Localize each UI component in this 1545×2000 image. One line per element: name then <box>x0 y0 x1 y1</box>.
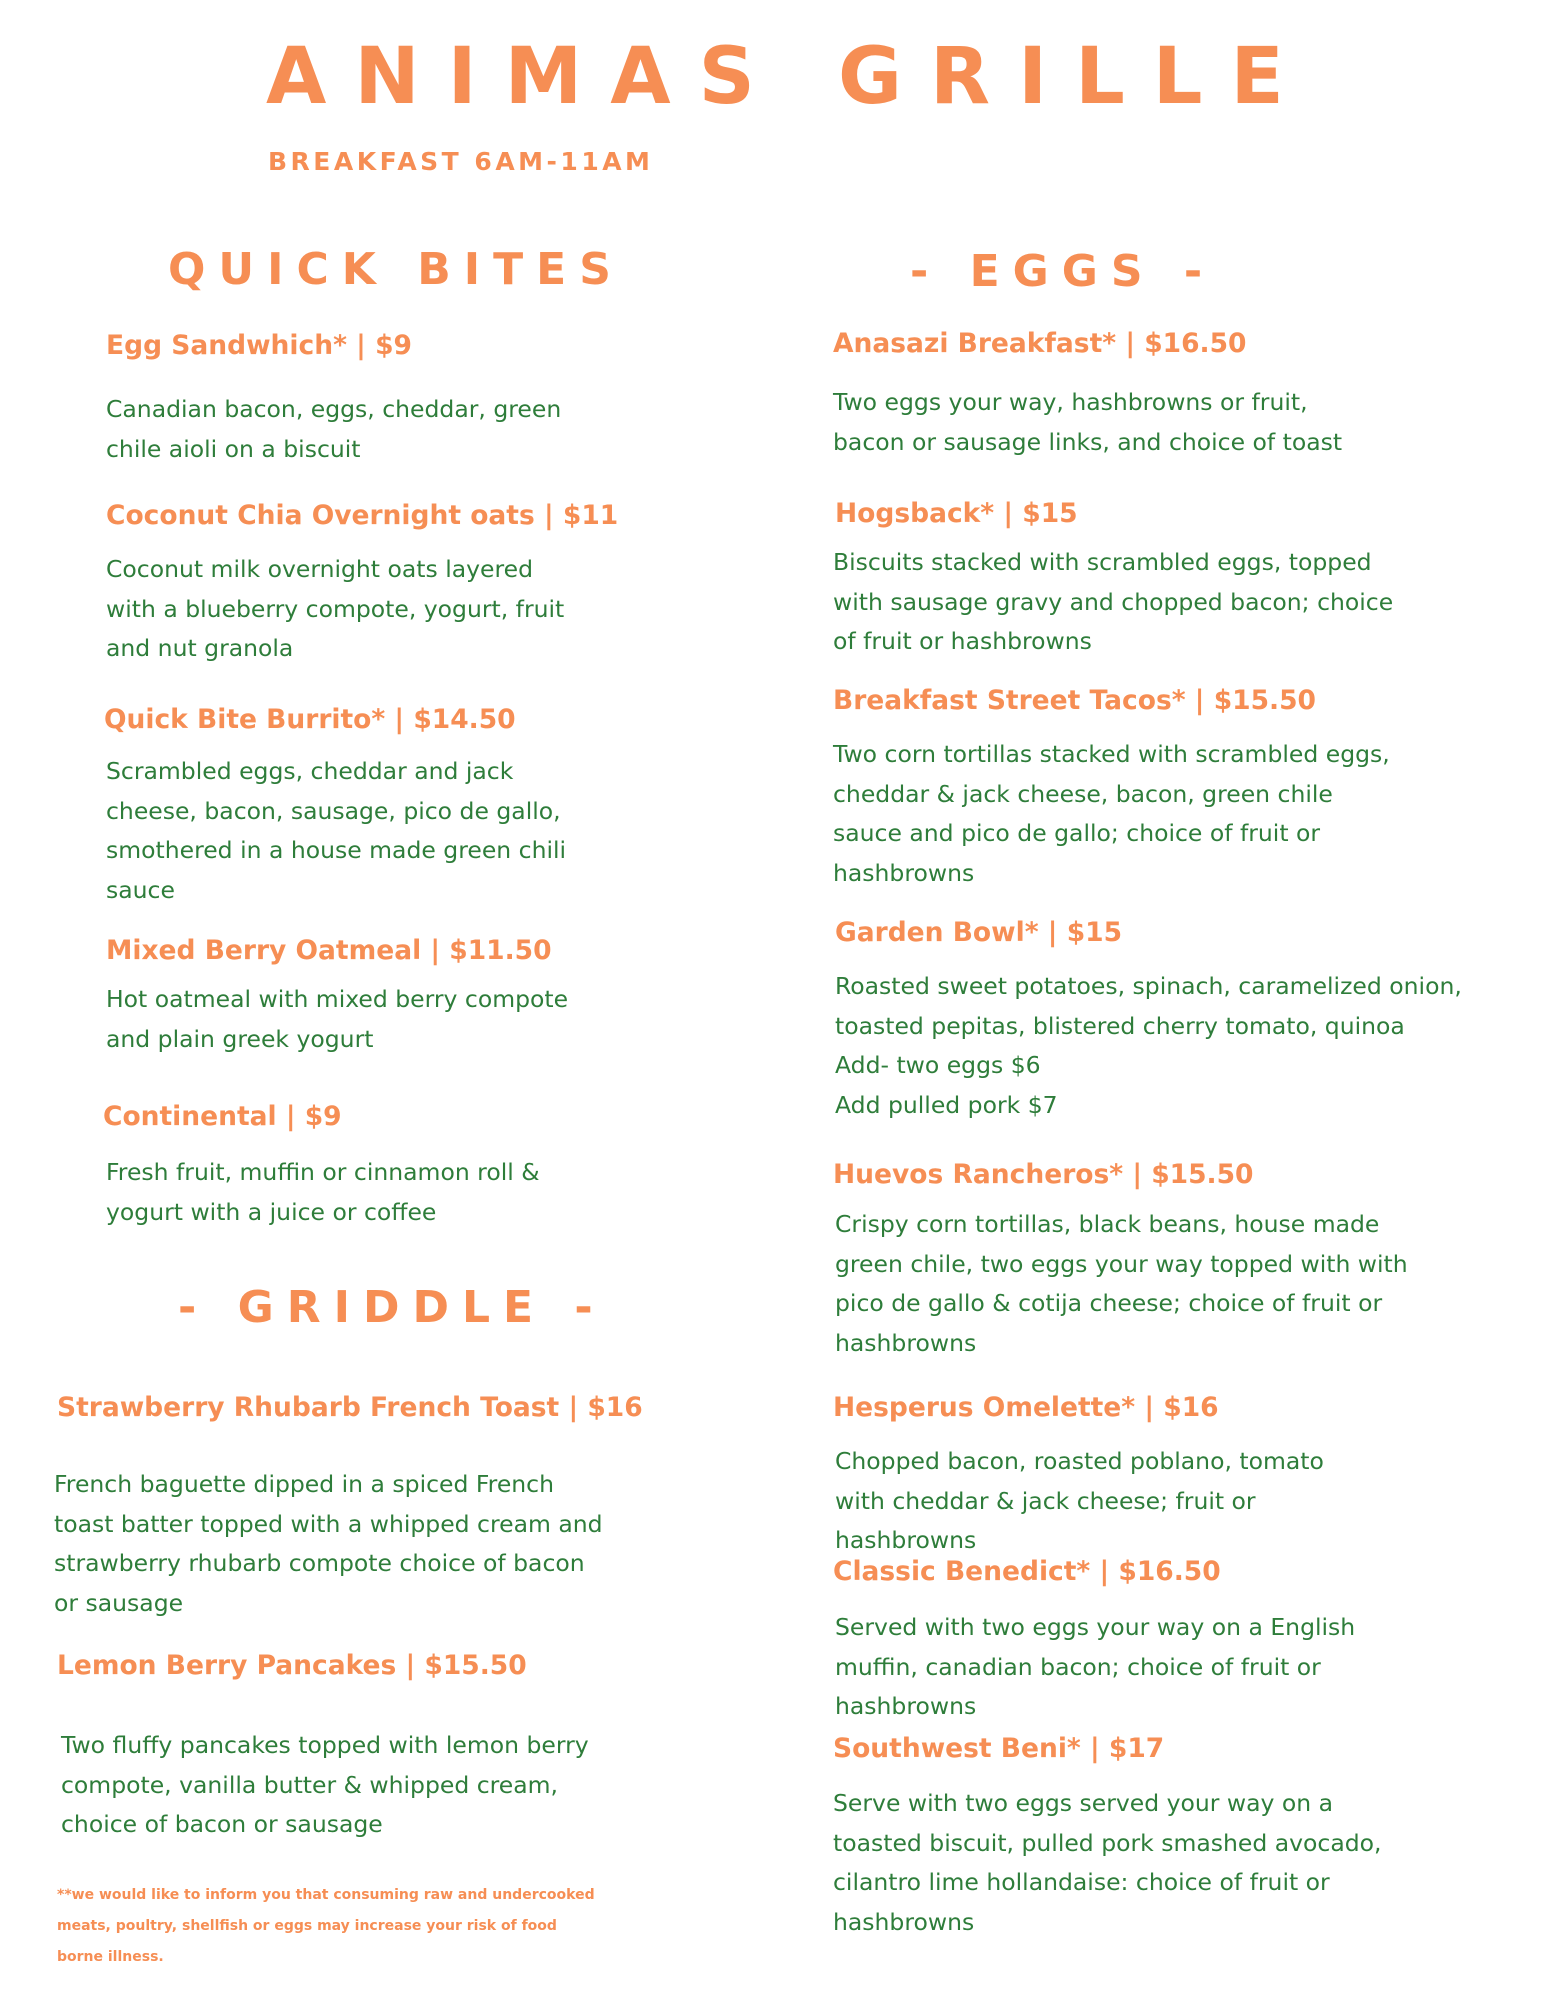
menu-item-description: Roasted sweet potatoes, spinach, caramelized onion, toasted pepitas, blistered cherry tomato, quinoa Add- two eggs $6 Add pulled pork $7 <box>835 972 1462 1119</box>
menu-item-description: Canadian bacon, eggs, cheddar, green chile aioli on a biscuit <box>106 395 562 463</box>
menu-item-name: Anasazi Breakfast* | $16.50 <box>833 328 1247 359</box>
menu-item-name: Classic Benedict* | $16.50 <box>833 1556 1221 1587</box>
menu-item-name: Strawberry Rhubarb French Toast | $16 <box>57 1392 643 1423</box>
menu-item-name: Garden Bowl* | $15 <box>835 917 1123 948</box>
menu-item-description: Biscuits stacked with scrambled eggs, topped with sausage gravy and chopped bacon; choice of fruit or hashbrowns <box>833 548 1394 655</box>
menu-item-description: Crispy corn tortillas, black beans, house made green chile, two eggs your way topped with with pico de gallo & cotija cheese; choice of fruit or hashbrowns <box>835 1210 1408 1357</box>
section-eggs-heading: - EGGS - <box>910 246 1216 297</box>
menu-item-name: Breakfast Street Tacos* | $15.50 <box>833 685 1316 716</box>
menu-item-name: Egg Sandwhich* | $9 <box>106 330 412 361</box>
menu-item-description: Two corn tortillas stacked with scrambled eggs, cheddar & jack cheese, bacon, green chile sauce and pico de gallo; choice of fruit or hashbrowns <box>833 740 1390 887</box>
menu-item-description: Chopped bacon, roasted poblano, tomato with cheddar & jack cheese; fruit or hashbrowns <box>835 1447 1324 1554</box>
restaurant-title: ANIMAS GRILLE <box>266 32 1312 122</box>
menu-item-name: Lemon Berry Pancakes | $15.50 <box>57 1650 527 1681</box>
menu-item-description: Scrambled eggs, cheddar and jack cheese, bacon, sausage, pico de gallo, smothered in a house made green chili sauce <box>106 757 567 904</box>
menu-item-name: Southwest Beni* | $17 <box>833 1733 1165 1764</box>
section-griddle-heading: - GRIDDLE - <box>178 1282 606 1333</box>
menu-item-description: Two fluffy pancakes topped with lemon berry compote, vanilla butter & whipped cream, choice of bacon or sausage <box>61 1731 589 1838</box>
menu-item-description: French baguette dipped in a spiced French toast batter topped with a whipped cream and strawberry rhubarb compote choice of bacon or sausage <box>54 1470 603 1617</box>
menu-item-name: Hogsback* | $15 <box>835 498 1078 529</box>
menu-item-description: Hot oatmeal with mixed berry compote and plain greek yogurt <box>106 985 569 1053</box>
section-quick-bites-heading: QUICK BITES <box>168 244 624 295</box>
menu-item-name: Quick Bite Burrito* | $14.50 <box>104 704 516 735</box>
menu-item-name: Mixed Berry Oatmeal | $11.50 <box>106 935 552 966</box>
menu-item-name: Hesperus Omelette* | $16 <box>833 1392 1219 1423</box>
menu-item-name: Coconut Chia Overnight oats | $11 <box>106 500 619 531</box>
menu-item-description: Coconut milk overnight oats layered with a blueberry compote, yogurt, fruit and nut granola <box>106 555 565 662</box>
food-safety-disclaimer: **we would like to inform you that consuming raw and undercooked meats, poultry, shellfish or eggs may increase your risk of food borne illness. <box>57 1887 595 1965</box>
menu-item-description: Served with two eggs your way on a English muffin, canadian bacon; choice of fruit or hashbrowns <box>835 1613 1356 1720</box>
menu-item-name: Huevos Rancheros* | $15.50 <box>833 1159 1254 1190</box>
breakfast-hours: BREAKFAST 6AM-11AM <box>268 147 654 176</box>
menu-item-name: Continental | $9 <box>103 1101 342 1132</box>
menu-item-description: Fresh fruit, muffin or cinnamon roll & yogurt with a juice or coffee <box>106 1158 540 1226</box>
menu-item-description: Serve with two eggs served your way on a toasted biscuit, pulled pork smashed avocado, cilantro lime hollandaise: choice of fruit or hashbrowns <box>833 1789 1382 1936</box>
menu-item-description: Two eggs your way, hashbrowns or fruit, bacon or sausage links, and choice of toast <box>833 388 1343 456</box>
